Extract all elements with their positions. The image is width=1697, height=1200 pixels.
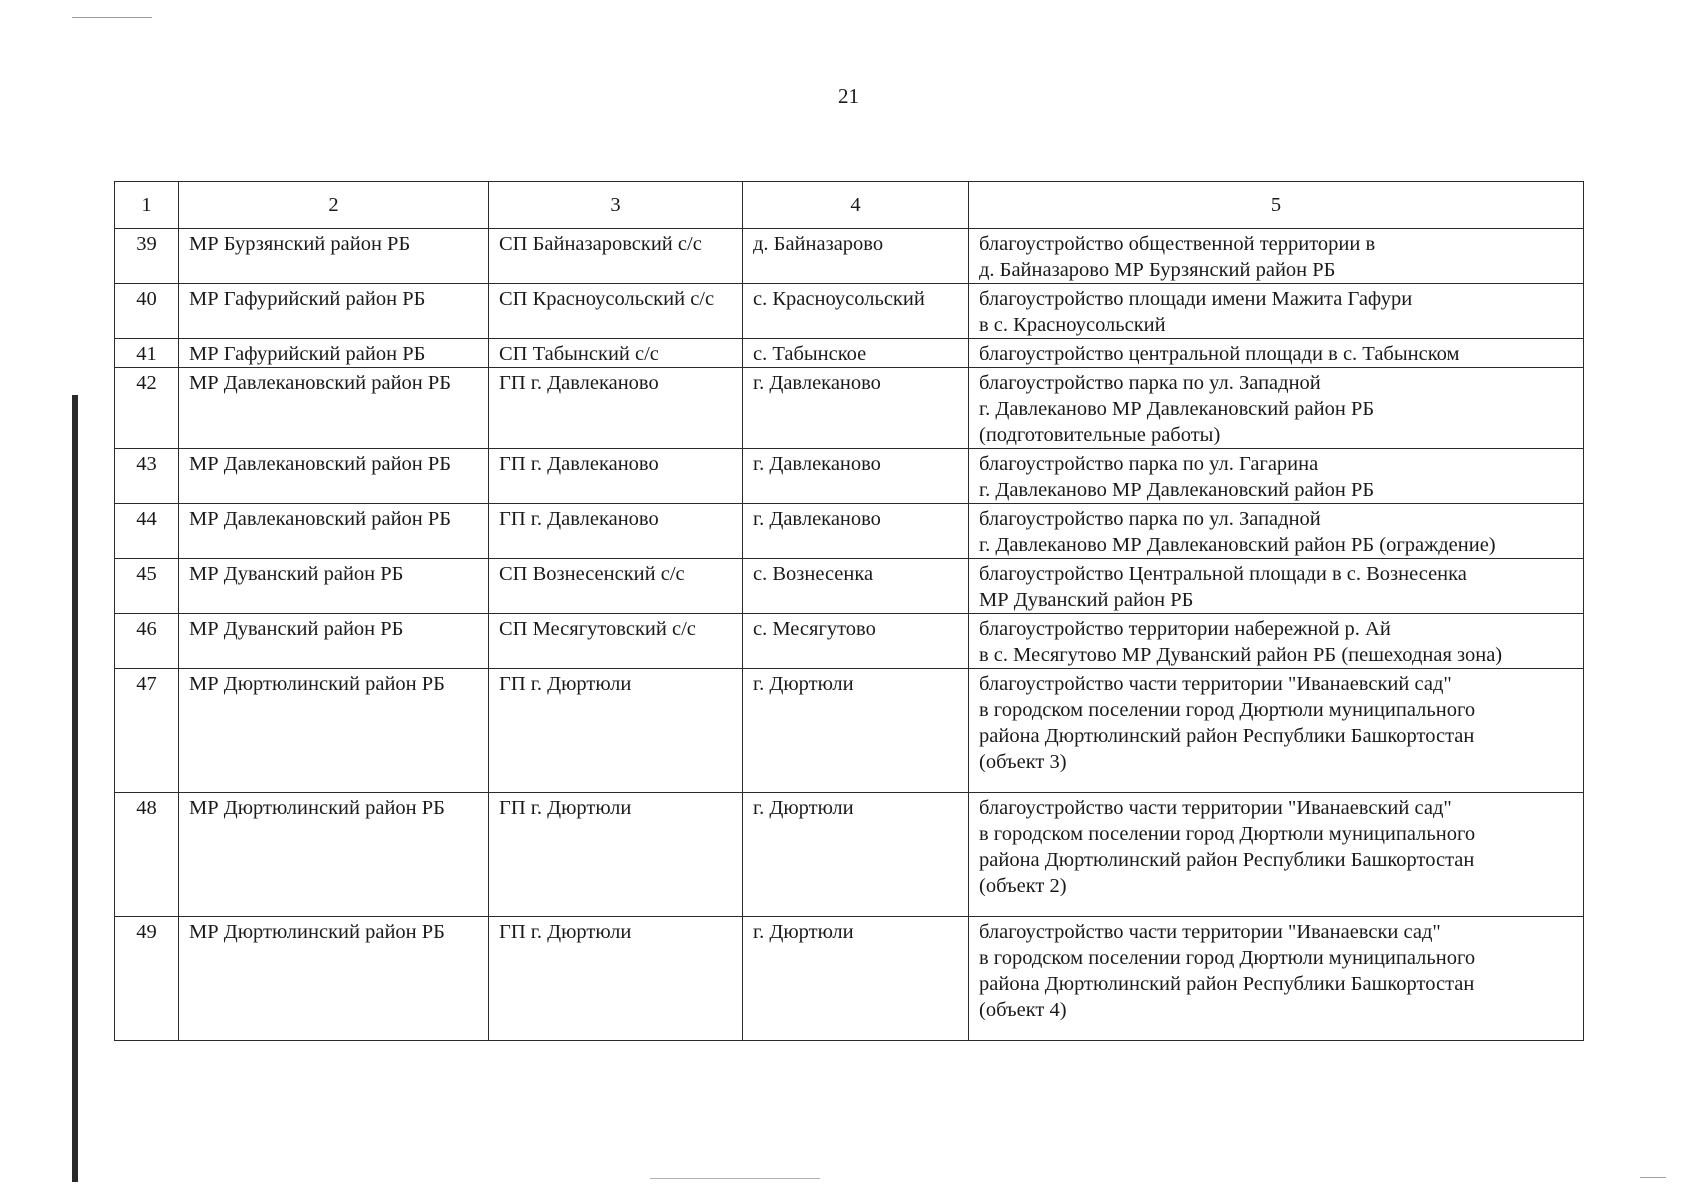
settlement-cell: ГП г. Дюртюли [489, 917, 743, 1041]
description-line: в городском поселении город Дюртюли муниципального [979, 699, 1476, 721]
description-line: г. Давлеканово МР Давлекановский район РБ [979, 479, 1375, 501]
row-number-cell: 47 [115, 669, 179, 793]
municipality-cell: МР Давлекановский район РБ [179, 504, 489, 559]
description-line: благоустройство части территории "Иванаевский сад" [979, 797, 1452, 819]
description-line: благоустройство территории набережной р. Ай [979, 618, 1391, 640]
table-row [115, 229, 1584, 284]
projects-table [114, 181, 1584, 1041]
description-line: района Дюртюлинский район Республики Башкортостан [979, 725, 1475, 747]
table-row [115, 504, 1584, 559]
description-cell [969, 449, 1584, 504]
description-line: в с. Красноусольский [979, 314, 1166, 336]
row-number-cell: 48 [115, 793, 179, 917]
settlement-cell: ГП г. Дюртюли [489, 669, 743, 793]
table-header-row [115, 182, 1584, 229]
scan-artifact-corner [1640, 1177, 1666, 1178]
description-line: района Дюртюлинский район Республики Башкортостан [979, 973, 1475, 995]
description-line: благоустройство части территории "Иванаевски сад" [979, 921, 1441, 943]
municipality-cell: МР Давлекановский район РБ [179, 449, 489, 504]
settlement-cell: ГП г. Дюртюли [489, 793, 743, 917]
description-line: благоустройство площади имени Мажита Гафури [979, 288, 1413, 310]
settlement-cell: ГП г. Давлеканово [489, 504, 743, 559]
table-row [115, 449, 1584, 504]
column-header: 5 [969, 182, 1584, 229]
description-line: благоустройство парка по ул. Гагарина [979, 453, 1319, 475]
description-line: благоустройство парка по ул. Западной [979, 508, 1321, 530]
settlement-cell: ГП г. Давлеканово [489, 368, 743, 449]
row-number-cell: 42 [115, 368, 179, 449]
row-number-cell: 44 [115, 504, 179, 559]
description-line: благоустройство парка по ул. Западной [979, 372, 1321, 394]
municipality-cell: МР Дюртюлинский район РБ [179, 917, 489, 1041]
locality-cell: с. Табынское [743, 339, 969, 368]
municipality-cell: МР Гафурийский район РБ [179, 339, 489, 368]
table-row [115, 559, 1584, 614]
description-cell [969, 793, 1584, 917]
table-row [115, 917, 1584, 1041]
settlement-cell: СП Табынский с/с [489, 339, 743, 368]
scan-artifact-top [72, 17, 152, 18]
table-row [115, 284, 1584, 339]
locality-cell: с. Красноусольский [743, 284, 969, 339]
column-header: 4 [743, 182, 969, 229]
description-cell [969, 917, 1584, 1041]
settlement-cell: СП Вознесенский с/с [489, 559, 743, 614]
locality-cell: г. Давлеканово [743, 449, 969, 504]
column-header: 1 [115, 182, 179, 229]
row-number-cell: 41 [115, 339, 179, 368]
locality-cell: г. Давлеканово [743, 504, 969, 559]
description-line: благоустройство части территории "Иванаевский сад" [979, 673, 1452, 695]
description-line: г. Давлеканово МР Давлекановский район РБ [979, 398, 1375, 420]
description-cell [969, 229, 1584, 284]
description-cell [969, 504, 1584, 559]
locality-cell: с. Вознесенка [743, 559, 969, 614]
table-row [115, 614, 1584, 669]
description-line: (объект 4) [979, 999, 1067, 1021]
description-line: в городском поселении город Дюртюли муниципального [979, 823, 1476, 845]
municipality-cell: МР Дуванский район РБ [179, 559, 489, 614]
description-line: в городском поселении город Дюртюли муниципального [979, 947, 1476, 969]
description-line: (объект 3) [979, 751, 1067, 773]
column-header: 3 [489, 182, 743, 229]
municipality-cell: МР Давлекановский район РБ [179, 368, 489, 449]
description-line: благоустройство Центральной площади в с. Вознесенка [979, 563, 1467, 585]
row-number-cell: 49 [115, 917, 179, 1041]
description-line: (подготовительные работы) [979, 424, 1221, 446]
description-line: д. Байназарово МР Бурзянский район РБ [979, 259, 1336, 281]
locality-cell: г. Давлеканово [743, 368, 969, 449]
municipality-cell: МР Гафурийский район РБ [179, 284, 489, 339]
settlement-cell: СП Красноусольский с/с [489, 284, 743, 339]
description-line: МР Дуванский район РБ [979, 589, 1194, 611]
row-number-cell: 46 [115, 614, 179, 669]
row-number-cell: 43 [115, 449, 179, 504]
settlement-cell: ГП г. Давлеканово [489, 449, 743, 504]
description-cell [969, 559, 1584, 614]
table-row [115, 339, 1584, 368]
description-line: г. Давлеканово МР Давлекановский район РБ (ограждение) [979, 534, 1496, 556]
table-row [115, 793, 1584, 917]
scan-artifact-bottom [650, 1178, 820, 1179]
description-line: благоустройство центральной площади в с. Табынском [979, 343, 1460, 365]
municipality-cell: МР Дуванский район РБ [179, 614, 489, 669]
table-row [115, 368, 1584, 449]
description-cell [969, 284, 1584, 339]
description-cell [969, 368, 1584, 449]
settlement-cell: СП Байназаровский с/с [489, 229, 743, 284]
locality-cell: г. Дюртюли [743, 669, 969, 793]
table-row [115, 669, 1584, 793]
description-cell [969, 339, 1584, 368]
row-number-cell: 39 [115, 229, 179, 284]
column-header: 2 [179, 182, 489, 229]
locality-cell: г. Дюртюли [743, 917, 969, 1041]
municipality-cell: МР Дюртюлинский район РБ [179, 793, 489, 917]
locality-cell: д. Байназарово [743, 229, 969, 284]
settlement-cell: СП Месягутовский с/с [489, 614, 743, 669]
municipality-cell: МР Дюртюлинский район РБ [179, 669, 489, 793]
page-number: 21 [838, 84, 859, 108]
row-number-cell: 40 [115, 284, 179, 339]
row-number-cell: 45 [115, 559, 179, 614]
description-line: в с. Месягутово МР Дуванский район РБ (пешеходная зона) [979, 644, 1503, 666]
description-line: района Дюртюлинский район Республики Башкортостан [979, 849, 1475, 871]
description-line: (объект 2) [979, 875, 1067, 897]
locality-cell: г. Дюртюли [743, 793, 969, 917]
description-cell [969, 669, 1584, 793]
locality-cell: с. Месягутово [743, 614, 969, 669]
description-cell [969, 614, 1584, 669]
scan-edge-left [72, 395, 78, 1182]
description-line: благоустройство общественной территории в [979, 233, 1376, 255]
municipality-cell: МР Бурзянский район РБ [179, 229, 489, 284]
